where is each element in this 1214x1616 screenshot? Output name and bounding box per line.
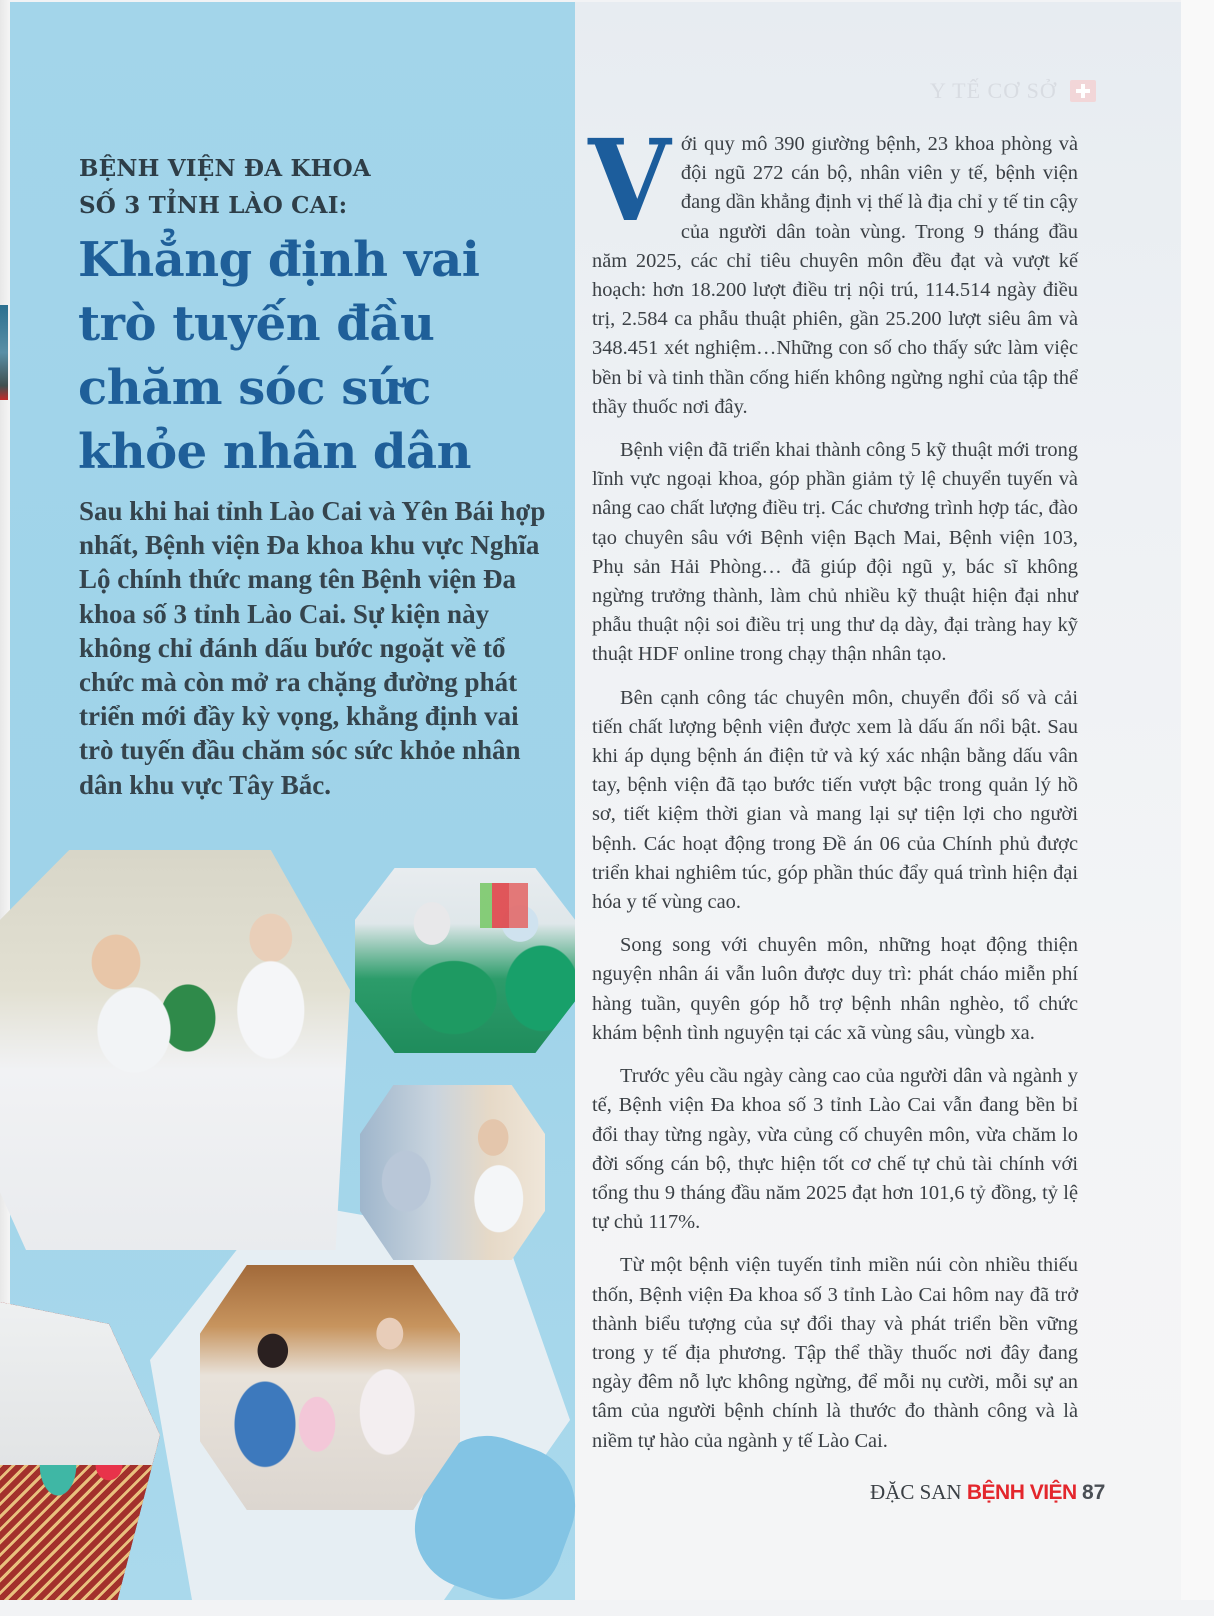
publication-brand: BỆNH VIỆN — [966, 1481, 1077, 1504]
body-paragraph: Từ một bệnh viện tuyến tỉnh miền núi còn nhiều thiếu thốn, Bệnh viện Đa khoa số 3 tỉnh Lào Cai hôm nay đã trở thành biểu tượng của sự đổi thay và phát triển bền vững trong y tế địa phương. Tập thể thầy thuốc nơi đây đang ngày đêm nỗ lực không ngừng, để mỗi nụ cười, mỗi sự an tâm của người bệnh chính là thước đo thành công và là niềm tự hào của ngành y tế Lào Cai. — [592, 1254, 1078, 1452]
kicker-line: BỆNH VIỆN ĐA KHOA — [79, 155, 371, 182]
body-paragraph: Bệnh viện đã triển khai thành công 5 kỹ thuật mới trong lĩnh vực ngoại khoa, góp phần giảm tỷ lệ chuyển tuyến và nâng cao chất lượng điều trị. Các chương trình hợp tác, đào tạo chuyên sâu với Bệnh viện Bạch Mai, Bệnh viện 103, Phụ sản Hải Phòng… đã giúp đội ngũ y, bác sĩ không ngừng trưởng thành, làm chủ nhiều kỹ thuật hiện đại như phẫu thuật nội soi điều trị ung thư dạ dày, đại tràng hay kỹ thuật HDF online trong chạy thận nhân tạo. — [592, 439, 1078, 666]
body-paragraph: Bên cạnh công tác chuyên môn, chuyển đổi số và cải tiến chất lượng bệnh viện được xem là dấu ấn nổi bật. Sau khi áp dụng bệnh án điện tử và ký xác nhận bằng dấu vân tay, bệnh viện đã tạo bước tiến vượt bậc trong quản lý hồ sơ, tiết kiệm thời gian và mang lại sự tiện lợi cho người bệnh. Các hoạt động trong Đề án 06 của Chính phủ được triển khai nghiêm túc, góp phần thúc đẩy quá trình hiện đại hóa y tế vùng cao. — [592, 686, 1078, 914]
article-body — [588, 116, 1078, 1470]
page-footer — [870, 1480, 1110, 1505]
headline-line: Khẳng định vai — [78, 232, 480, 288]
kicker-line: SỐ 3 TỈNH LÀO CAI: — [79, 192, 348, 219]
headline-line: khỏe nhân dân — [78, 424, 471, 480]
drop-cap: V — [588, 116, 671, 247]
article-kicker — [79, 150, 559, 224]
medical-checkup-photo — [0, 850, 350, 1250]
show-through-text: Y TẾ CƠ SỞ — [930, 78, 1057, 103]
page-number: 87 — [1081, 1481, 1106, 1504]
publication-name: ĐẶC SAN — [870, 1480, 962, 1504]
wall-chart — [480, 883, 528, 928]
surgery-photo — [355, 868, 575, 1053]
article-headline — [78, 228, 568, 484]
body-paragraph — [588, 116, 1078, 422]
page-margin — [1181, 0, 1214, 1600]
medical-cross-icon — [1070, 80, 1096, 102]
article-lead: Sau khi hai tỉnh Lào Cai và Yên Bái hợp nhất, Bệnh viện Đa khoa khu vực Nghĩa Lộ chính thức mang tên Bệnh viện Đa khoa số 3 tỉnh Lào Cai. Sự kiện này không chỉ đánh dấu bước ngoặt về tổ chức mà còn mở ra chặng đường phát triển mới đầy kỳ vọng, khẳng định vai trò tuyến đầu chăm sóc sức khỏe nhân dân khu vực Tây Bắc. — [79, 496, 546, 800]
paragraph-text: ới quy mô 390 giường bệnh, 23 khoa phòng và đội ngũ 272 cán bộ, nhân viên y tế, bệnh viện đang dần khẳng định vị thế là địa chỉ y tế tin cậy của người dân toàn vùng. Trong 9 tháng đầu năm 2025, các chỉ tiêu chuyên môn đều đạt và vượt kế hoạch: hơn 18.200 lượt điều trị nội trú, 114.514 ngày điều trị, 2.584 ca phẫu thuật phiên, gần 25.200 lượt siêu âm và 348.451 xét nghiệm…Những con số cho thấy sức làm việc bền bỉ và tinh thần cống hiến không ngừng nghỉ của tập thể thầy thuốc nơi đây. — [592, 133, 1078, 418]
patient-care-photo — [360, 1085, 545, 1260]
body-paragraph: Trước yêu cầu ngày càng cao của người dân và ngành y tế, Bệnh viện Đa khoa số 3 tỉnh Lào Cai vẫn đang bền bỉ đổi thay từng ngày, vừa củng cố chuyên môn, vừa chăm lo đời sống cán bộ, thực hiện tốt cơ chế tự chủ tài chính với tổng thu 9 tháng đầu năm 2025 đạt hơn 101,6 tỷ đồng, tỷ lệ tự chủ 117%. — [592, 1065, 1078, 1234]
headline-line: trò tuyến đầu — [78, 296, 435, 352]
body-paragraph: Song song với chuyên môn, những hoạt động thiện nguyện nhân ái vẫn luôn được duy trì: phát cháo miễn phí hàng tuần, quyên góp hỗ trợ bệnh nhân nghèo, tổ chức khám bệnh tình nguyện tại các xã vùng sâu, vùngb xa. — [592, 934, 1078, 1044]
headline-line: chăm sóc sức — [78, 360, 431, 416]
adjacent-page-strip — [0, 305, 8, 400]
pediatric-exam-photo — [200, 1265, 460, 1510]
